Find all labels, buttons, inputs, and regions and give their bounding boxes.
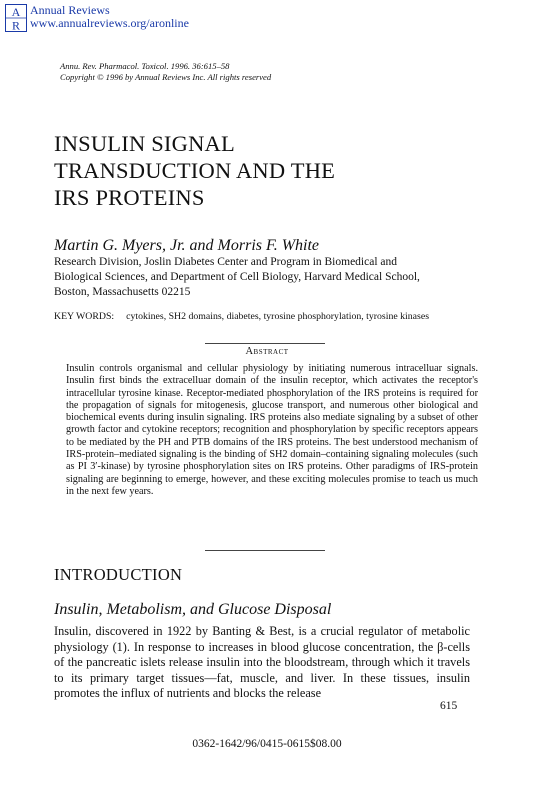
keywords-terms: cytokines, SH2 domains, diabetes, tyrosine phosphorylation, tyrosine kinases — [126, 311, 430, 322]
title-line: TRANSDUCTION AND THE — [54, 158, 336, 183]
keywords — [54, 311, 429, 322]
introduction-text: Insulin, discovered in 1922 by Banting & Best, is a crucial regulator of metabolic physiology (1). In response to increases in blood glucose concentration, the β-cells of the pancreatic islets release insulin into the bloodstream, through which it travels to its primary target tissues—fat, muscle, and liver. In these tissues, insulin promotes the influx of nutrients and blocks the release — [54, 624, 470, 700]
affiliation-line: Biological Sciences, and Department of Cell Biology, Harvard Medical School, — [54, 271, 420, 283]
page-number: 615 — [440, 700, 458, 712]
abstract-heading: Abstract — [245, 346, 289, 357]
publisher-name-link[interactable]: Annual Reviews — [30, 3, 110, 17]
affiliation — [54, 255, 494, 300]
citation-block — [60, 61, 271, 83]
affiliation-line: Research Division, Joslin Diabetes Center and Program in Biomedical and — [54, 256, 398, 268]
footer-code: 0362-1642/96/0415-0615$08.00 — [192, 738, 342, 750]
logo-letter-r: R — [11, 18, 21, 32]
affiliation-line: Boston, Massachusetts 02215 — [54, 286, 191, 298]
abstract-divider-bottom — [205, 550, 325, 551]
copyright-line: Copyright © 1996 by Annual Reviews Inc. All rights reserved — [60, 72, 272, 82]
title-line: IRS PROTEINS — [54, 185, 205, 210]
authors: Martin G. Myers, Jr. and Morris F. White — [54, 237, 320, 254]
publisher-url-link[interactable]: www.annualreviews.org/aronline — [30, 16, 189, 30]
annual-reviews-logo — [5, 4, 27, 32]
introduction-heading: INTRODUCTION — [54, 565, 183, 584]
abstract-text: Insulin controls organismal and cellular physiology by initiating numerous intracelluar signals. Insulin first binds the extracelluar domain of the insulin receptor, which activates the receptor's intracellular tyrosine kinase. Receptor-mediated phosphorylation of the IRS proteins is required for the propagation of signals for mitogenesis, glucose transport, and numerous other biological and biochemical events during insulin signaling. IRS proteins also mediate signaling by a subset of other growth factor and cytokine receptors; recognition and phosphorylation by specific receptors appears to be mediated by the PH and PTB domains of the IRS proteins. The best understood mechanism of IRS-protein–mediated signaling is the binding of SH2 domain–containing signaling molecules (such as PI 3′-kinase) by tyrosine phosphorylation sites on IRS proteins. Other paradigms of IRS-protein signaling are beginning to emerge, however, and these exciting molecules promise to teach us much in the next few years. — [66, 363, 478, 497]
title-line: INSULIN SIGNAL — [54, 131, 235, 156]
keywords-label: KEY WORDS: — [54, 311, 115, 322]
abstract-divider-top — [205, 343, 325, 344]
logo-letter-a: A — [11, 5, 21, 19]
article-title — [54, 130, 335, 211]
section-subheading: Insulin, Metabolism, and Glucose Disposal — [54, 601, 332, 618]
journal-citation: Annu. Rev. Pharmacol. Toxicol. 1996. 36:615–58 — [60, 61, 230, 71]
